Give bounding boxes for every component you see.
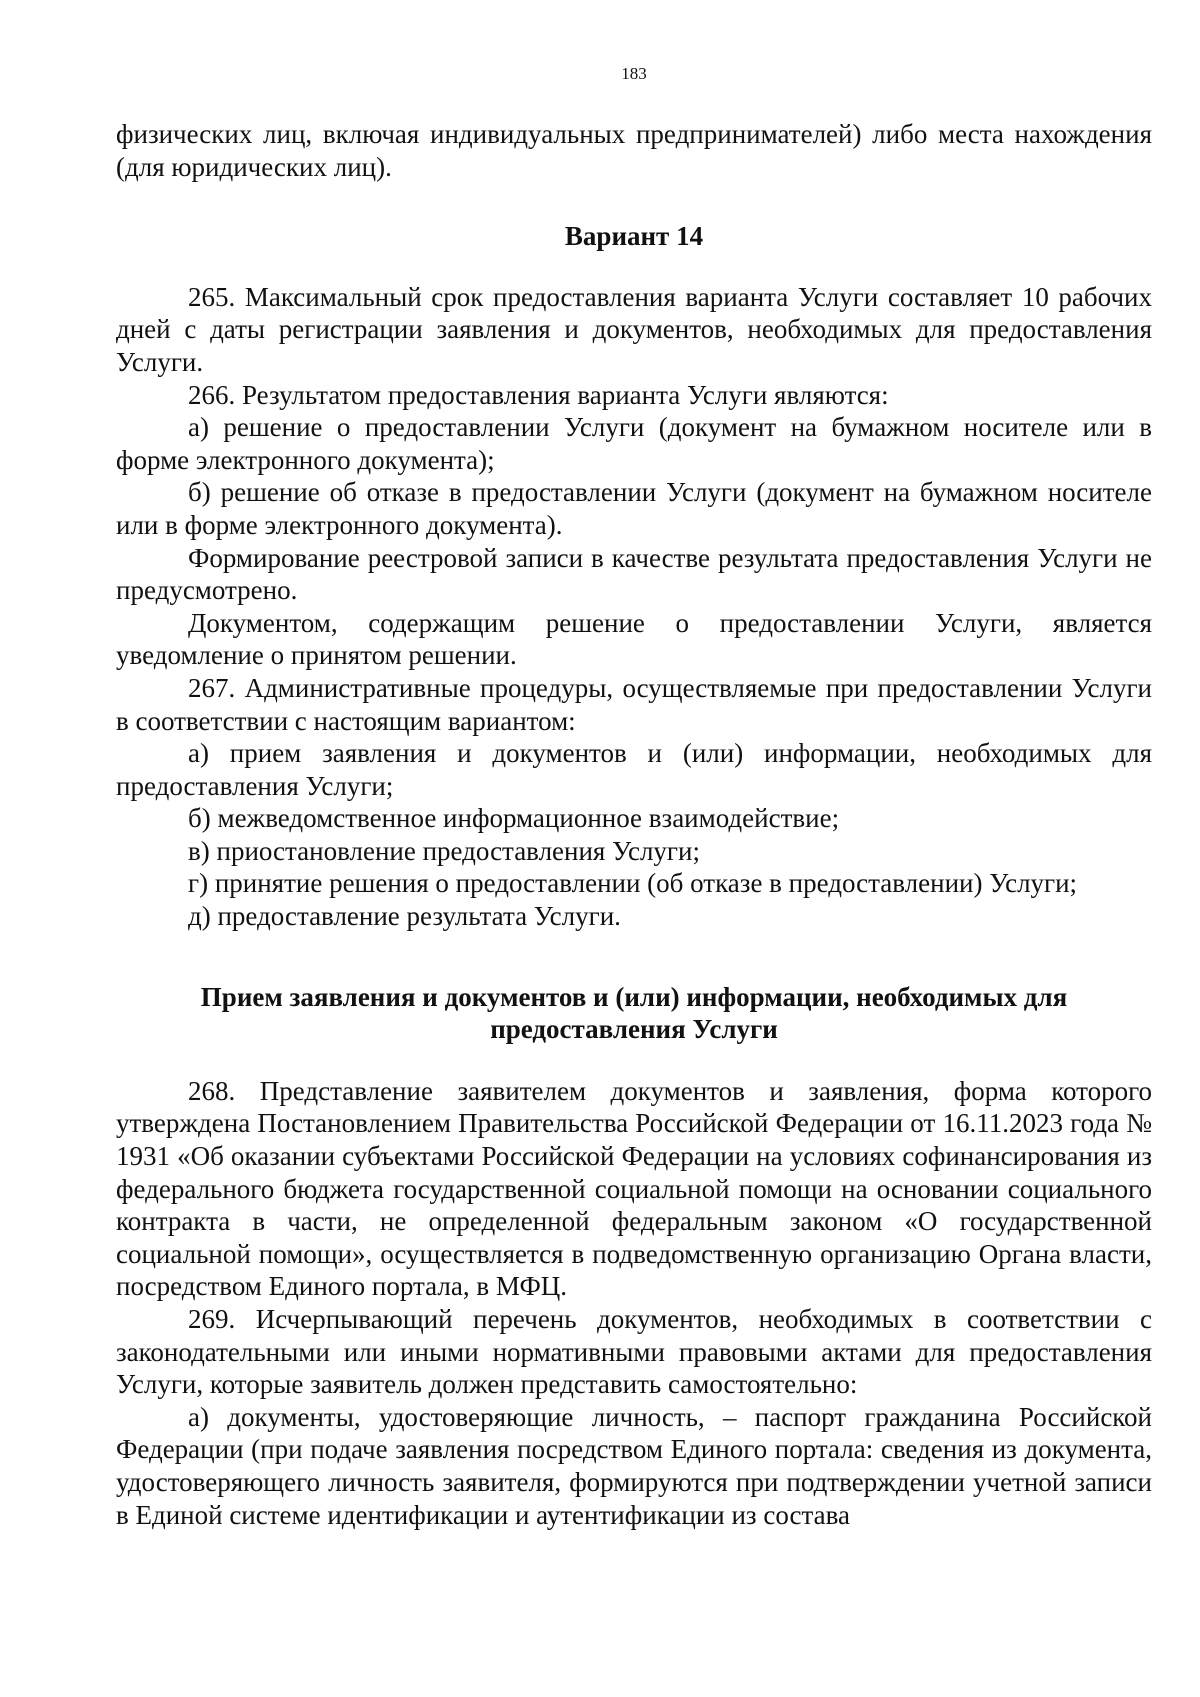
variant-heading: Вариант 14 (564, 221, 704, 252)
paragraph-267: 267. Административные процедуры, осуществляемые при предоставлении Услуги в соответствии с настоящим вариантом: (116, 672, 1152, 736)
intro-paragraph: физических лиц, включая индивидуальных предпринимателей) либо места нахождения (для юридических лиц). (116, 119, 1152, 182)
paragraph-registry-note: Формирование реестровой записи в качестве результата предоставления Услуги не предусмотрено. (116, 542, 1152, 606)
list-item-267-v: в) приостановление предоставления Услуги; (188, 835, 700, 866)
paragraph-268: 268. Представление заявителем документов и заявления, форма которого утверждена Постановлением Правительства Российской Федерации от 16.11.2023 года № 1931 «Об оказании субъектами Российской Федерации на условиях софинансирования из федерального бюджета государственной социальной помощи на основании социального контракта в части, не определенной федеральным законом «О государственной социальной помощи», осуществляется в подведомственную организацию Органа власти, посредством Единого портала, в МФЦ. (116, 1075, 1152, 1302)
paragraph-265: 265. Максимальный срок предоставления варианта Услуги составляет 10 рабочих дней с даты регистрации заявления и документов, необходимых для предоставления Услуги. (116, 281, 1152, 377)
section-heading (116, 981, 1152, 1046)
list-item-267-g: г) принятие решения о предоставлении (об отказе в предоставлении) Услуги; (188, 868, 1078, 899)
paragraph-269: 269. Исчерпывающий перечень документов, необходимых в соответствии с законодательными или иными нормативными правовыми актами для предоставления Услуги, которые заявитель должен представить самостоятельно: (116, 1304, 1152, 1400)
section-heading-line-1: Прием заявления и документов и (или) информации, необходимых для (200, 981, 1068, 1012)
section-heading-line-2: предоставления Услуги (490, 1014, 778, 1045)
list-item-266-b: б) решение об отказе в предоставлении Услуги (документ на бумажном носителе или в форме электронного документа). (116, 477, 1152, 540)
document-page (116, 64, 1152, 1531)
list-item-267-a: а) прием заявления и документов и (или) информации, необходимых для предоставления Услуги; (116, 738, 1152, 801)
list-item-269-a: а) документы, удостоверяющие личность, – паспорт гражданина Российской Федерации (при подаче заявления посредством Единого портала: сведения из документа, удостоверяющего личность заявителя, формируются при подтверждении учетной записи в Единой системе идентификации и аутентификации из состава (116, 1401, 1152, 1530)
page-number: 183 (621, 64, 647, 83)
list-item-267-d: д) предоставление результата Услуги. (188, 901, 621, 932)
paragraph-266: 266. Результатом предоставления варианта Услуги являются: (188, 379, 889, 410)
paragraph-decision-document: Документом, содержащим решение о предоставлении Услуги, является уведомление о принятом решении. (116, 607, 1152, 671)
list-item-267-b: б) межведомственное информационное взаимодействие; (188, 803, 840, 834)
list-item-266-a: а) решение о предоставлении Услуги (документ на бумажном носителе или в форме электронного документа); (116, 412, 1152, 475)
